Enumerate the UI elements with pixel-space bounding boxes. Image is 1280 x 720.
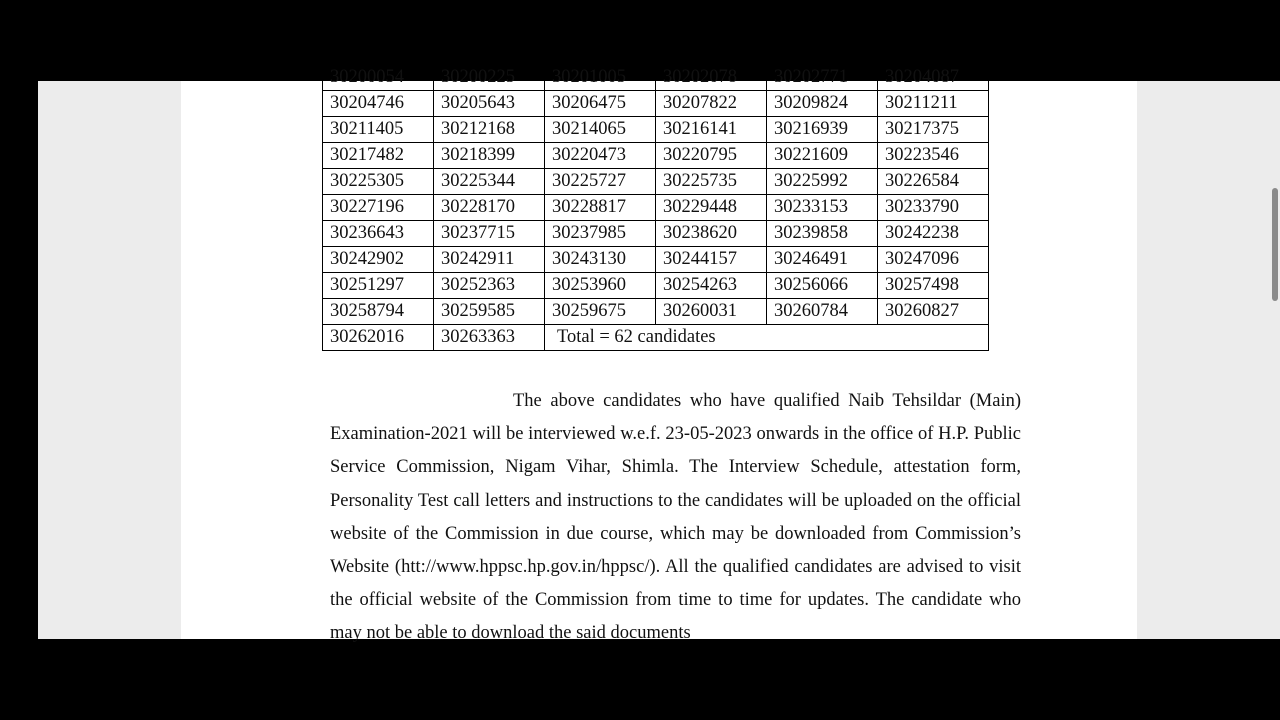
roll-number-cell: 30227196 bbox=[323, 195, 434, 221]
roll-number-cell: 30236643 bbox=[323, 221, 434, 247]
results-table-body bbox=[323, 65, 989, 351]
roll-number-cell: 30259585 bbox=[434, 299, 545, 325]
roll-number-cell: 30204087 bbox=[878, 65, 989, 91]
table-row bbox=[323, 117, 989, 143]
roll-number-cell: 30216141 bbox=[656, 117, 767, 143]
roll-number-cell: 30263363 bbox=[434, 325, 545, 351]
roll-number-cell: 30228170 bbox=[434, 195, 545, 221]
roll-number-cell: 30251297 bbox=[323, 273, 434, 299]
roll-number-cell: 30260784 bbox=[767, 299, 878, 325]
roll-number-cell: 30233790 bbox=[878, 195, 989, 221]
roll-number-cell: 30258794 bbox=[323, 299, 434, 325]
total-candidates-cell: Total = 62 candidates bbox=[545, 325, 989, 351]
roll-number-cell: 30237715 bbox=[434, 221, 545, 247]
roll-number-cell: 30237985 bbox=[545, 221, 656, 247]
roll-number-cell: 30242238 bbox=[878, 221, 989, 247]
document-page bbox=[181, 67, 1137, 644]
roll-number-cell: 30244157 bbox=[656, 247, 767, 273]
roll-number-cell: 30260827 bbox=[878, 299, 989, 325]
results-table bbox=[322, 64, 989, 351]
roll-number-cell: 30205643 bbox=[434, 91, 545, 117]
roll-number-cell: 30254263 bbox=[656, 273, 767, 299]
roll-number-cell: 30225305 bbox=[323, 169, 434, 195]
roll-number-cell: 30204746 bbox=[323, 91, 434, 117]
roll-number-cell: 30238620 bbox=[656, 221, 767, 247]
roll-number-cell: 30260031 bbox=[656, 299, 767, 325]
roll-number-cell: 30201005 bbox=[545, 65, 656, 91]
roll-number-cell: 30229448 bbox=[656, 195, 767, 221]
roll-number-cell: 30228817 bbox=[545, 195, 656, 221]
roll-number-cell: 30225344 bbox=[434, 169, 545, 195]
table-row bbox=[323, 195, 989, 221]
table-row bbox=[323, 325, 989, 351]
roll-number-cell: 30217375 bbox=[878, 117, 989, 143]
roll-number-cell: 30211405 bbox=[323, 117, 434, 143]
roll-number-cell: 30225735 bbox=[656, 169, 767, 195]
roll-number-cell: 30253960 bbox=[545, 273, 656, 299]
vertical-scrollbar[interactable] bbox=[1272, 188, 1278, 301]
roll-number-cell: 30225992 bbox=[767, 169, 878, 195]
table-row bbox=[323, 143, 989, 169]
roll-number-cell: 30259675 bbox=[545, 299, 656, 325]
roll-number-cell: 30221609 bbox=[767, 143, 878, 169]
table-row bbox=[323, 169, 989, 195]
table-row bbox=[323, 299, 989, 325]
table-row bbox=[323, 273, 989, 299]
roll-number-cell: 30243130 bbox=[545, 247, 656, 273]
roll-number-cell: 30200225 bbox=[434, 65, 545, 91]
table-row bbox=[323, 91, 989, 117]
roll-number-cell: 30246491 bbox=[767, 247, 878, 273]
roll-number-cell: 30202771 bbox=[767, 65, 878, 91]
roll-number-cell: 30220795 bbox=[656, 143, 767, 169]
roll-number-cell: 30206475 bbox=[545, 91, 656, 117]
roll-number-cell: 30211211 bbox=[878, 91, 989, 117]
roll-number-cell: 30257498 bbox=[878, 273, 989, 299]
roll-number-cell: 30216939 bbox=[767, 117, 878, 143]
roll-number-cell: 30212168 bbox=[434, 117, 545, 143]
roll-number-cell: 30209824 bbox=[767, 91, 878, 117]
roll-number-cell: 30214065 bbox=[545, 117, 656, 143]
roll-number-cell: 30239858 bbox=[767, 221, 878, 247]
roll-number-cell: 30218399 bbox=[434, 143, 545, 169]
roll-number-cell: 30233153 bbox=[767, 195, 878, 221]
table-row bbox=[323, 247, 989, 273]
roll-number-cell: 30200054 bbox=[323, 65, 434, 91]
roll-number-cell: 30252363 bbox=[434, 273, 545, 299]
roll-number-cell: 30226584 bbox=[878, 169, 989, 195]
roll-number-cell: 30220473 bbox=[545, 143, 656, 169]
body-paragraph: The above candidates who have qualified Naib Tehsildar (Main) Examination-2021 will be interviewed w.e.f. 23-05-2023 onwards in the office of H.P. Public Service Commission, Nigam Vihar, Shimla. The Interview Schedule, attestation form, Personality Test call letters and instructions to the candidates will be uploaded on the official website of the Commission in due course, which may be downloaded from Commission’s Website (htt://www.hppsc.hp.gov.in/hppsc/). All the qualified candidates are advised to visit the official website of the Commission from time to time for updates. The candidate who may not be able to download the said documents bbox=[330, 391, 1021, 644]
roll-number-cell: 30256066 bbox=[767, 273, 878, 299]
roll-number-cell: 30242902 bbox=[323, 247, 434, 273]
table-row bbox=[323, 221, 989, 247]
roll-number-cell: 30217482 bbox=[323, 143, 434, 169]
roll-number-cell: 30242911 bbox=[434, 247, 545, 273]
table-row bbox=[323, 65, 989, 91]
roll-number-cell: 30225727 bbox=[545, 169, 656, 195]
roll-number-cell: 30247096 bbox=[878, 247, 989, 273]
roll-number-cell: 30207822 bbox=[656, 91, 767, 117]
document-viewer bbox=[38, 67, 1280, 644]
roll-number-cell: 30202078 bbox=[656, 65, 767, 91]
roll-number-cell: 30262016 bbox=[323, 325, 434, 351]
roll-number-cell: 30223546 bbox=[878, 143, 989, 169]
